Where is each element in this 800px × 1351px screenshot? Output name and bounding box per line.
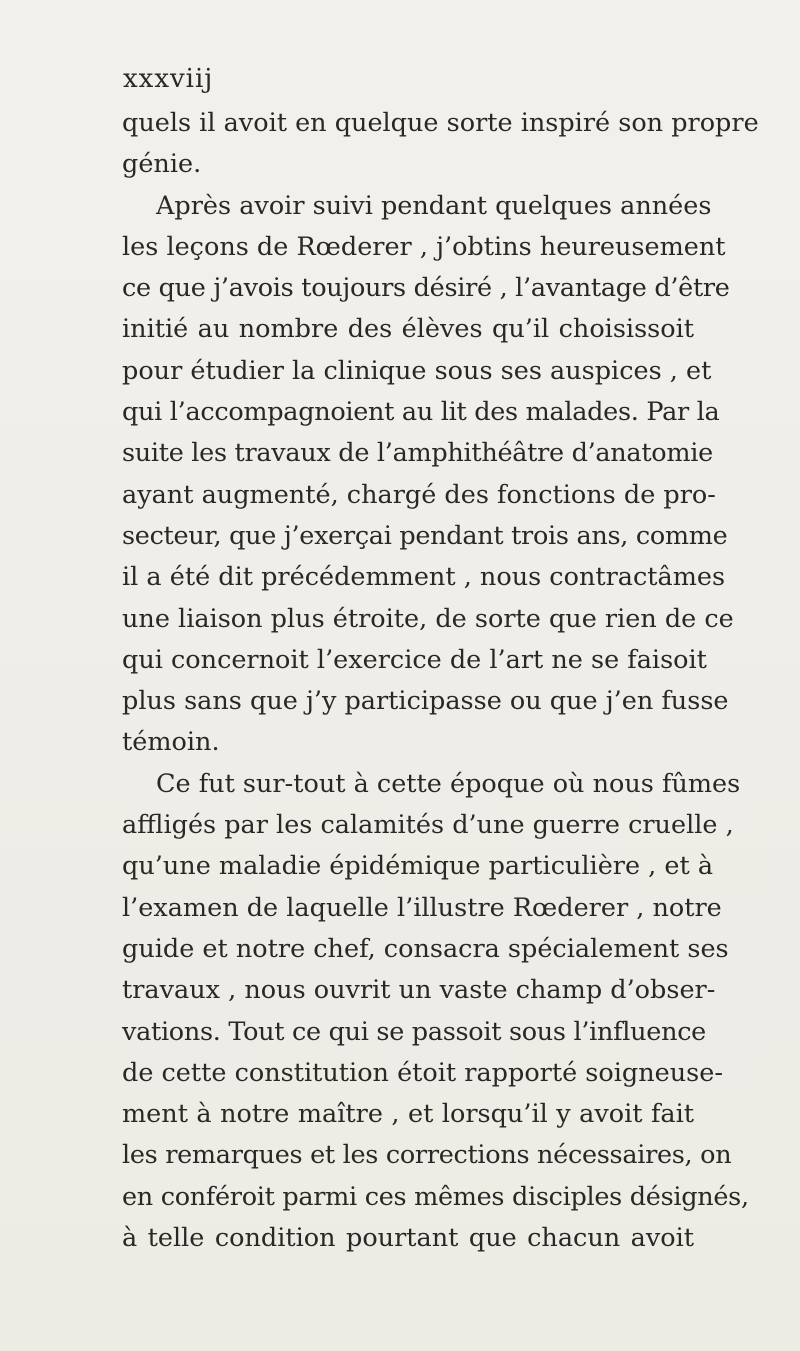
text-line: ayant augmenté, chargé des fonctions de pro- (122, 479, 716, 510)
text-line: vations. Tout ce qui se passoit sous l’influence (122, 1016, 706, 1047)
text-line: témoin. (122, 727, 220, 758)
text-line: l’examen de laquelle l’illustre Rœderer , notre (122, 892, 722, 923)
text-line: les remarques et les corrections nécessaires, on (122, 1140, 732, 1171)
text-line: Ce fut sur-tout à cette époque où nous fûmes (156, 768, 741, 799)
text-line: quels il avoit en quelque sorte inspiré son propre (122, 108, 759, 138)
text-line: Après avoir suivi pendant quelques années (156, 190, 712, 221)
text-line: initié au nombre des élèves qu’il choisissoit (122, 314, 694, 345)
text-line: qu’une maladie épidémique particulière , et à (122, 851, 714, 882)
text-line: à telle condition pourtant que chacun avoit (122, 1223, 694, 1254)
text-line: ce que j’avois toujours désiré , l’avantage d’être (122, 273, 730, 304)
text-line: guide et notre chef, consacra spécialement ses (122, 933, 729, 964)
text-line: une liaison plus étroite, de sorte que rien de ce (122, 603, 734, 634)
page-number: xxxviij (123, 64, 214, 94)
body-text (122, 103, 759, 1259)
text-line: qui l’accompagnoient au lit des malades. Par la (122, 397, 720, 428)
text-line: travaux , nous ouvrit un vaste champ d’obser- (122, 975, 716, 1006)
text-line: génie. (122, 149, 202, 180)
text-line: qui concernoit l’exercice de l’art ne se faisoit (122, 644, 707, 675)
text-line: pour étudier la clinique sous ses auspices , et (122, 355, 712, 386)
text-line: il a été dit précédemment , nous contractâmes (122, 562, 726, 593)
text-line: affligés par les calamités d’une guerre cruelle , (122, 810, 734, 841)
text-line: de cette constitution étoit rapporté soigneuse- (122, 1057, 723, 1088)
text-line: plus sans que j’y participasse ou que j’en fusse (122, 686, 729, 717)
text-line: secteur, que j’exerçai pendant trois ans, comme (122, 520, 728, 551)
text-line: suite les travaux de l’amphithéâtre d’anatomie (122, 438, 713, 469)
text-line: les leçons de Rœderer , j’obtins heureusement (122, 231, 726, 262)
text-line: ment à notre maître , et lorsqu’il y avoit fait (122, 1099, 694, 1130)
text-line: en conféroit parmi ces mêmes disciples désignés, (122, 1181, 749, 1212)
